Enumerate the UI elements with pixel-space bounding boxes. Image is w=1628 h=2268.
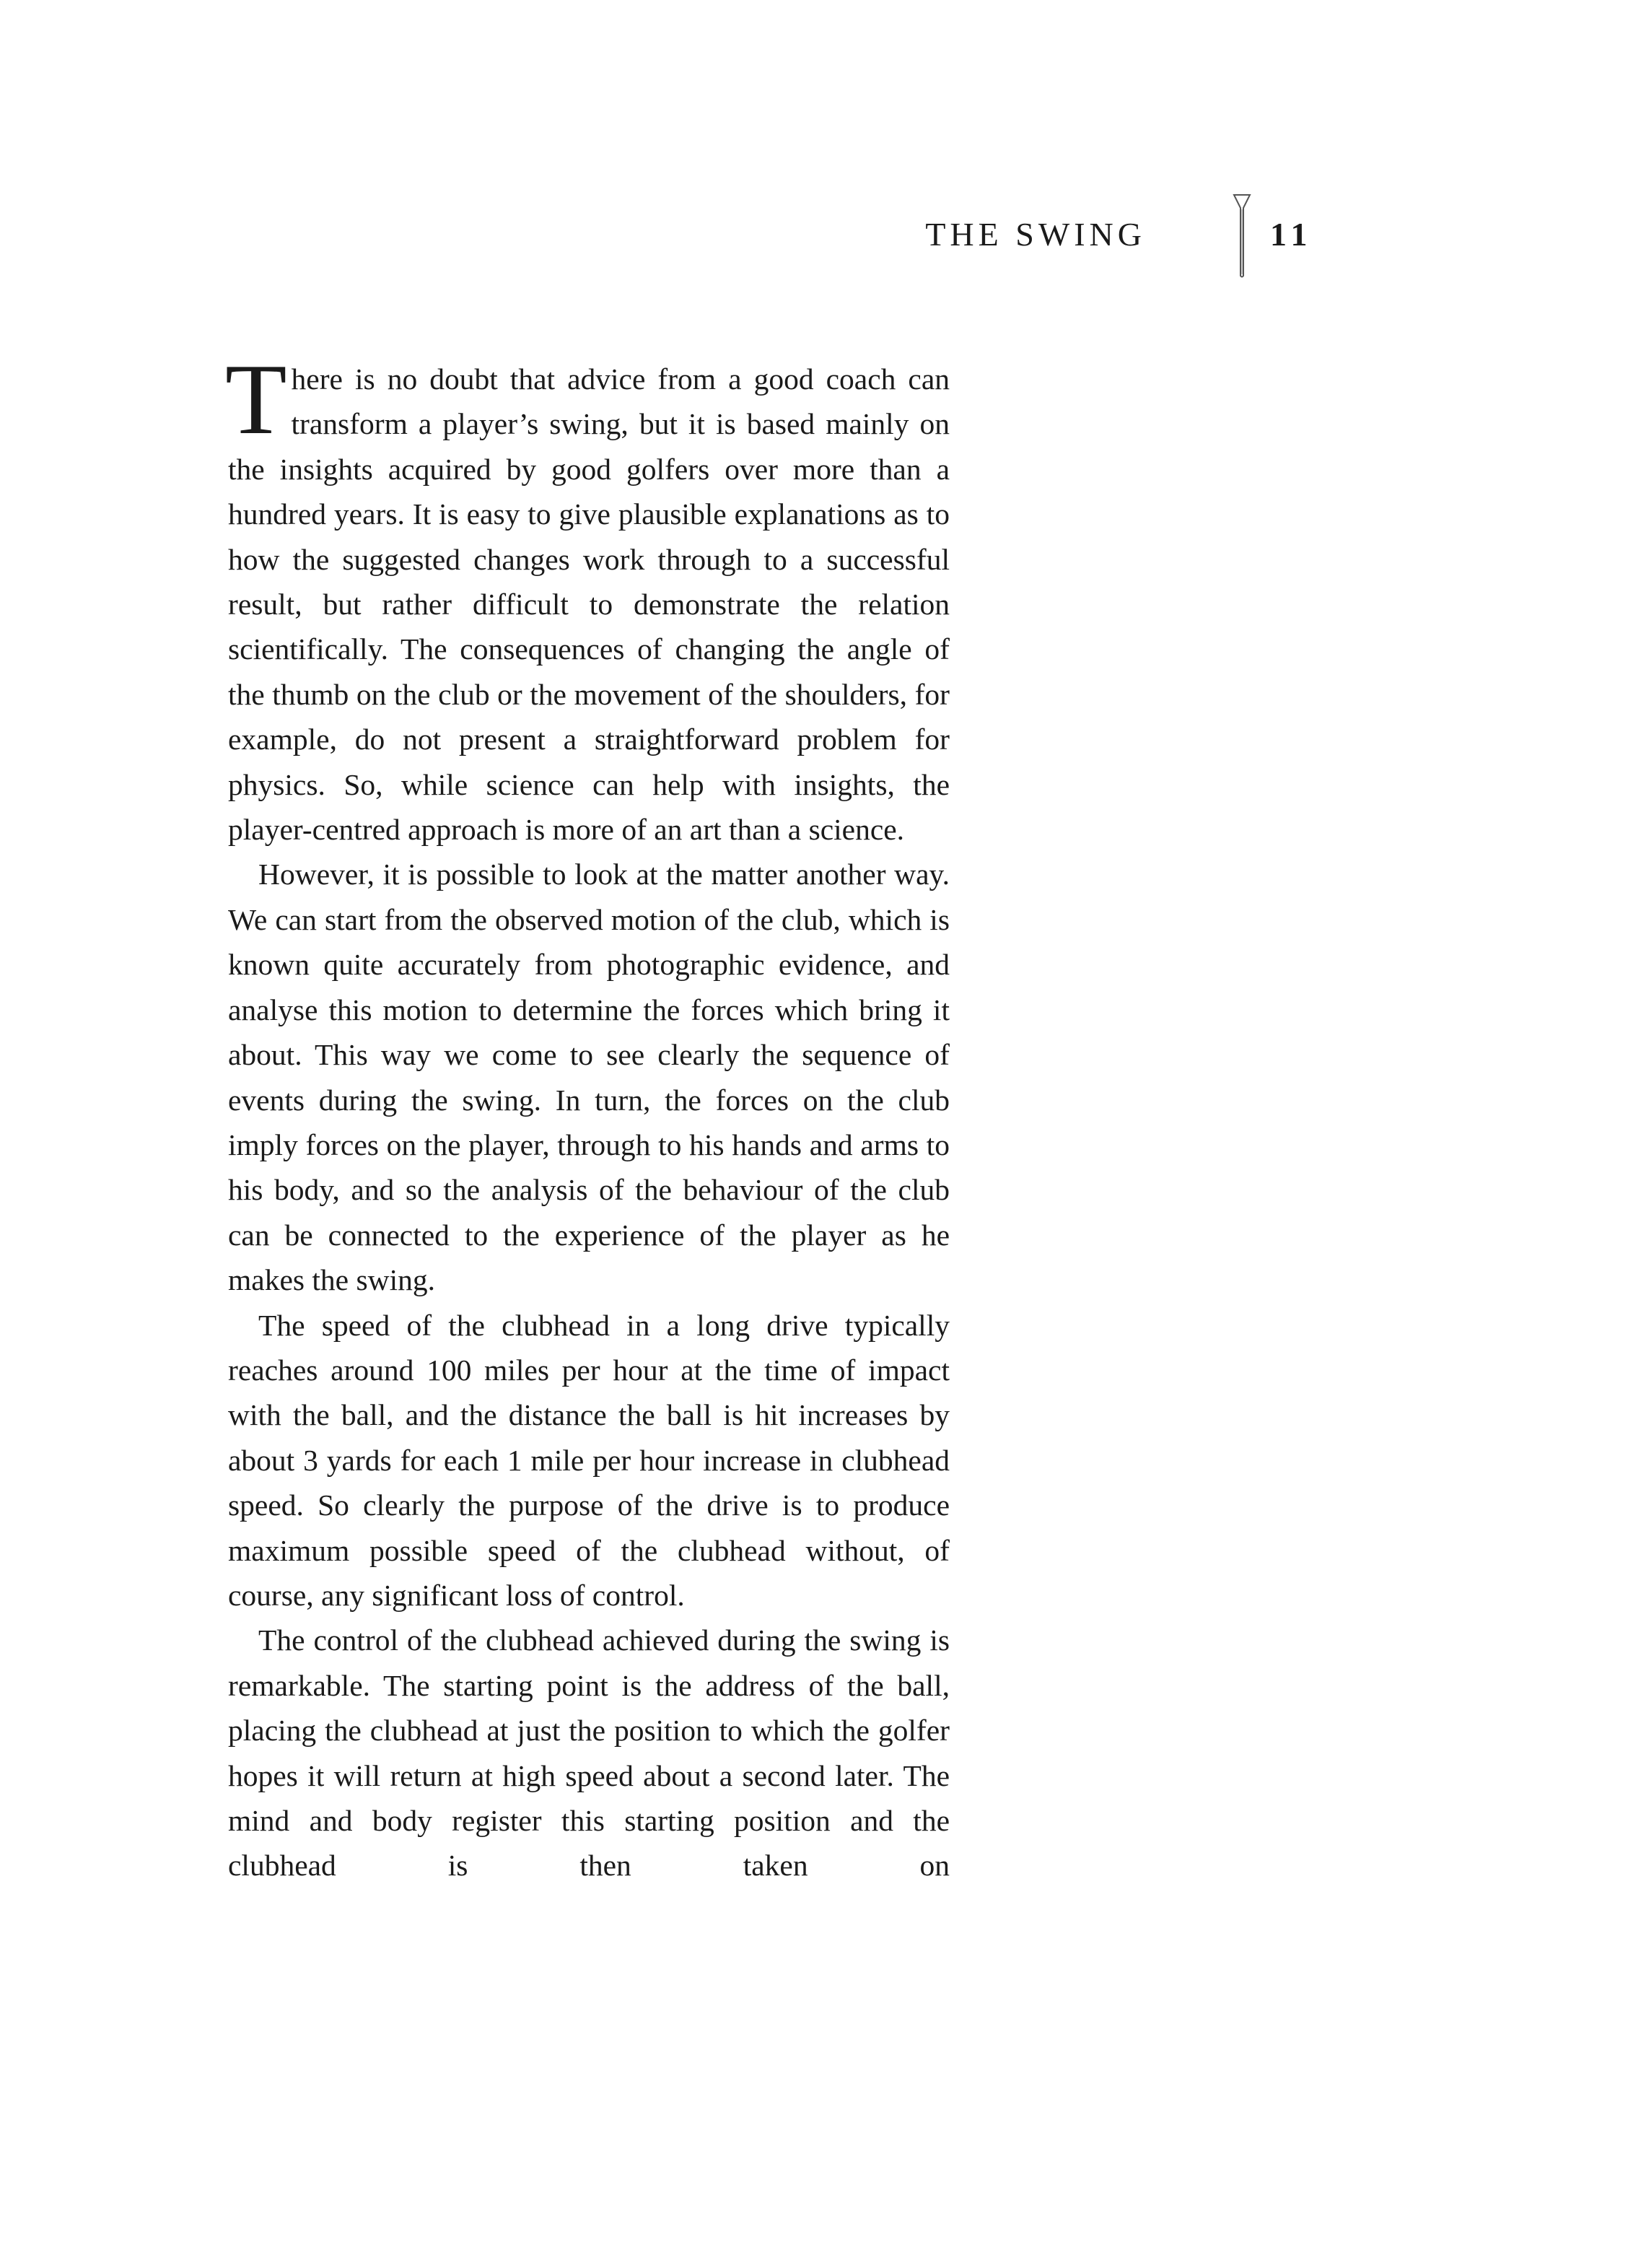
paragraph-1: [225, 344, 950, 852]
golf-tee-icon: [1233, 193, 1251, 279]
section-title: THE SWING: [925, 216, 1146, 253]
page-number: 11: [1270, 216, 1313, 253]
paragraph-2: However, it is possible to look at the matter another way. We can start from the observed motion of the club, which is known quite accurately from photographic evidence, and analyse this motion to determine the forces which bring it about. This way we come to see clearly the sequence of events during the swing. In turn, the forces on the club imply forces on the player, through to his hands and arms to his body, and so the analysis of the behaviour of the club can be connected to the experience of the player as he makes the swing.: [228, 858, 950, 1297]
paragraph-4: The control of the clubhead achieved during the swing is remarkable. The starting point is the address of the ball, placing the clubhead at just the position to which the golfer hopes it will return at high speed about a second later. The mind and body register this starting position and the clubhead is then taken on: [228, 1623, 950, 1883]
drop-cap: T: [225, 344, 287, 455]
paragraph-1-text: here is no doubt that advice from a good coach can transform a player’s swing, but it is based mainly on the insights acquired by good golfers over more than a hundred years. It is easy to give plausible explanations as to how the suggested changes work through to a successful result, but rather difficult to demonstrate the relation scientifically. The consequences of changing the angle of the thumb on the club or the movement of the shoulders, for example, do not present a straightforward problem for physics. So, while science can help with insights, the player-centred approach is more of an art than a science.: [228, 362, 950, 847]
running-head: [925, 193, 1328, 280]
paragraph-3: The speed of the clubhead in a long drive typically reaches around 100 miles per hour at the time of impact with the ball, and the distance the ball is hit increases by about 3 yards for each 1 mile per hour increase in clubhead speed. So clearly the purpose of the drive is to produce maximum possible speed of the clubhead without, of course, any significant loss of control.: [228, 1308, 950, 1612]
body-text: [225, 344, 950, 1888]
